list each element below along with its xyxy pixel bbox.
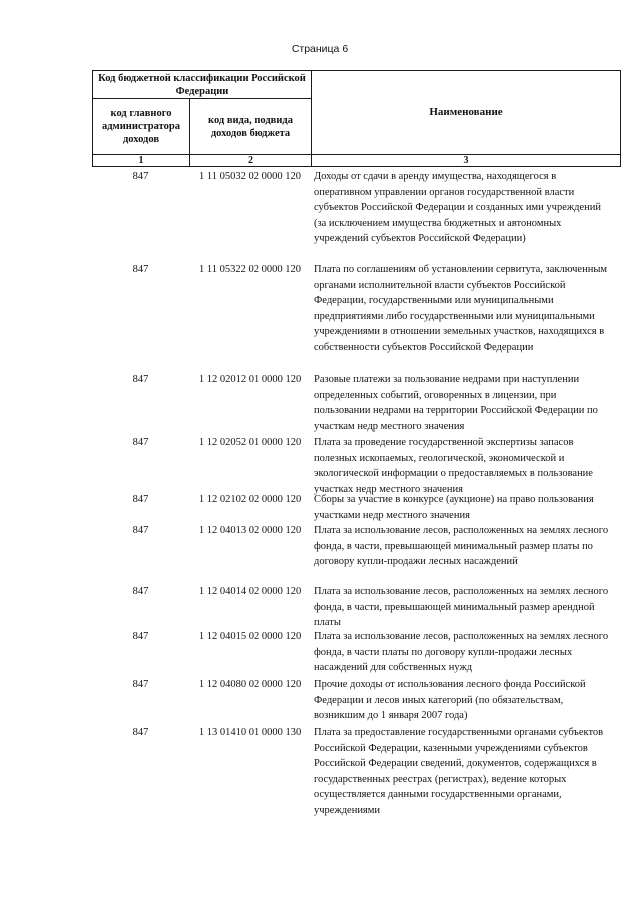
admin-code-cell: 847 xyxy=(132,264,149,275)
revenue-code-cell: 1 12 04015 02 0000 120 xyxy=(198,631,302,642)
name-cell: Плата за проведение государственной экспертизы запасов полезных ископаемых, геологической, экономической и экологической информации о предоставляемых в пользование участках недр местного значения xyxy=(314,437,593,495)
name-cell: Сборы за участие в конкурсе (аукционе) на право пользования участками недр местного значения xyxy=(314,494,594,521)
revenue-code-cell: 1 12 04014 02 0000 120 xyxy=(198,586,302,597)
revenue-code-cell: 1 11 05322 02 0000 120 xyxy=(199,264,301,275)
revenue-code-cell: 1 13 01410 01 0000 130 xyxy=(198,727,302,738)
admin-code-cell: 847 xyxy=(132,171,149,182)
admin-code-cell: 847 xyxy=(132,494,149,505)
column-number-3: 3 xyxy=(312,155,621,167)
revenue-code-cell: 1 11 05032 02 0000 120 xyxy=(199,171,301,182)
column-number-1: 1 xyxy=(93,155,190,167)
revenue-code-cell: 1 12 04080 02 0000 120 xyxy=(198,679,302,690)
name-cell: Плата за предоставление государственными органами субъектов Российской Федерации, казенными учреждениями субъектов Российской Федерации сведений, документов, содержащихся в государственных реестрах (регистрах), ведение которых осуществляется данными государственными органами, учреждениями xyxy=(314,727,604,816)
admin-code-cell: 847 xyxy=(132,525,149,536)
name-cell: Доходы от сдачи в аренду имущества, находящегося в оперативном управлении органов государственной власти субъектов Российской Федерации и созданных ими учреждений (за исключением имущества бюджетных и автономных учреждений субъектов Российской Федерации) xyxy=(314,171,601,244)
admin-code-column-header: код главного администратора доходов xyxy=(93,99,190,155)
admin-code-cell: 847 xyxy=(132,374,149,385)
column-number-2: 2 xyxy=(190,155,312,167)
admin-code-cell: 847 xyxy=(132,586,149,597)
revenue-code-cell: 1 12 02052 01 0000 120 xyxy=(198,437,302,448)
name-cell: Плата за использование лесов, расположенных на землях лесного фонда, в части платы по договору купли-продажи лесных насаждений для собственных нужд xyxy=(314,631,609,673)
name-cell: Плата за использование лесов, расположенных на землях лесного фонда, в части, превышающей минимальный размер платы по договору купли-продажи лесных насаждений xyxy=(314,525,609,567)
revenue-code-cell: 1 12 02102 02 0000 120 xyxy=(198,494,302,505)
revenue-code-cell: 1 12 04013 02 0000 120 xyxy=(198,525,302,536)
page-number: Страница 6 xyxy=(291,43,349,55)
classification-group-header: Код бюджетной классификации Российской Федерации xyxy=(93,71,312,99)
name-cell: Плата по соглашениям об установлении сервитута, заключенным органами исполнительной власти субъектов Российской Федерации, государственными или муниципальными предприятиями либо государственными или муниципальными учреждениями в отношении земельных участков, находящихся в собственности субъектов Российской Федерации xyxy=(314,264,608,353)
admin-code-cell: 847 xyxy=(132,679,149,690)
revenue-code-cell: 1 12 02012 01 0000 120 xyxy=(198,374,302,385)
name-cell: Прочие доходы от использования лесного фонда Российской Федерации и лесов иных категорий (по обязательствам, возникшим до 1 января 2007 года) xyxy=(314,679,586,721)
name-column-header: Наименование xyxy=(312,71,621,155)
admin-code-cell: 847 xyxy=(132,631,149,642)
admin-code-cell: 847 xyxy=(132,437,149,448)
name-cell: Разовые платежи за пользование недрами при наступлении определенных событий, оговоренных в лицензии, при пользовании недрами на территории Российской Федерации по участкам недр местного значения xyxy=(314,374,598,432)
admin-code-cell: 847 xyxy=(132,727,149,738)
name-cell: Плата за использование лесов, расположенных на землях лесного фонда, в части, превышающей минимальный размер арендной платы xyxy=(314,586,609,628)
revenue-code-column-header: код вида, подвида доходов бюджета xyxy=(190,99,312,155)
